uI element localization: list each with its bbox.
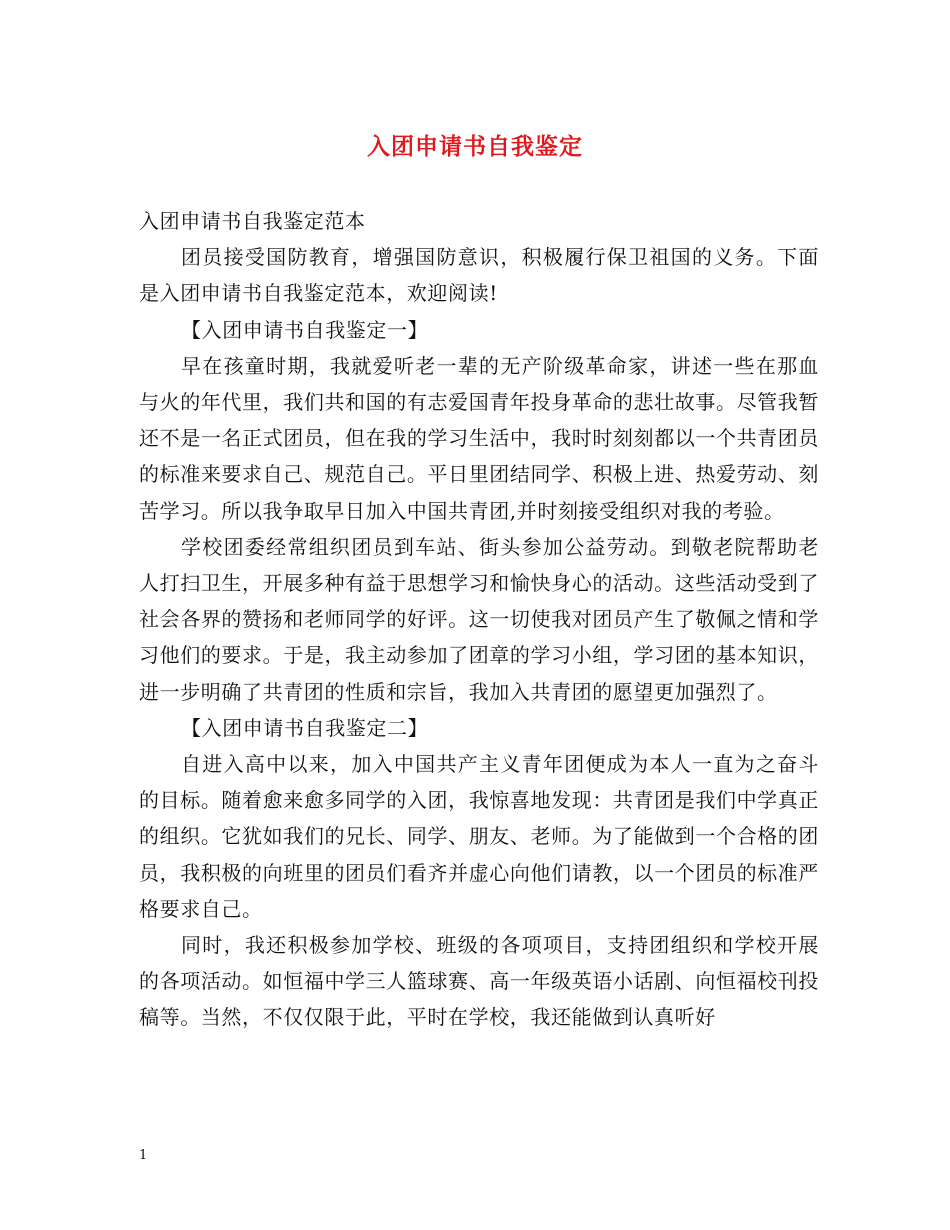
section-1-heading: 【入团申请书自我鉴定一】 bbox=[181, 317, 429, 342]
document-subtitle: 入团申请书自我鉴定范本 bbox=[139, 209, 366, 233]
section-2-heading: 【入团申请书自我鉴定二】 bbox=[181, 715, 429, 740]
section-2-paragraph-2: 同时，我还积极参加学校、班级的各项项目，支持团组织和学校开展的各项活动。如恒福中学三人篮球赛、高一年级英语小话剧、向恒福校刊投稿等。当然，不仅仅限于此，平时在学校，我还能做到认真听好 bbox=[139, 933, 819, 1030]
document-title: 入团申请书自我鉴定 bbox=[367, 133, 583, 160]
page-number: 1 bbox=[139, 1148, 148, 1163]
section-2-paragraph-1: 自进入高中以来，加入中国共产主义青年团便成为本人一直为之奋斗的目标。随着愈来愈多同学的入团，我惊喜地发现：共青团是我们中学真正的组织。它犹如我们的兄长、同学、朋友、老师。为了能做到一个合格的团员，我积极的向班里的团员们看齐并虚心向他们请教，以一个团员的标准严格要求自己。 bbox=[139, 752, 819, 921]
section-1-paragraph-2: 学校团委经常组织团员到车站、街头参加公益劳动。到敬老院帮助老人打扫卫生，开展多种有益于思想学习和愉快身心的活动。这些活动受到了社会各界的赞扬和老师同学的好评。这一切使我对团员产生了敬佩之情和学习他们的要求。于是，我主动参加了团章的学习小组，学习团的基本知识，进一步明确了共青团的性质和宗旨，我加入共青团的愿望更加强烈了。 bbox=[139, 534, 819, 704]
intro-paragraph: 团员接受国防教育，增强国防意识，积极履行保卫祖国的义务。下面是入团申请书自我鉴定范本，欢迎阅读! bbox=[139, 245, 819, 306]
document-body bbox=[139, 203, 819, 1036]
section-1-paragraph-1: 早在孩童时期，我就爱听老一辈的无产阶级革命家，讲述一些在那血与火的年代里，我们共和国的有志爱国青年投身革命的悲壮故事。尽管我暂还不是一名正式团员，但在我的学习生活中，我时时刻刻都以一个共青团员的标准来要求自己、规范自己。平日里团结同学、积极上进、热爱劳动、刻苦学习。所以我争取早日加入中国共青团,并时刻接受组织对我的考验。 bbox=[139, 353, 819, 523]
